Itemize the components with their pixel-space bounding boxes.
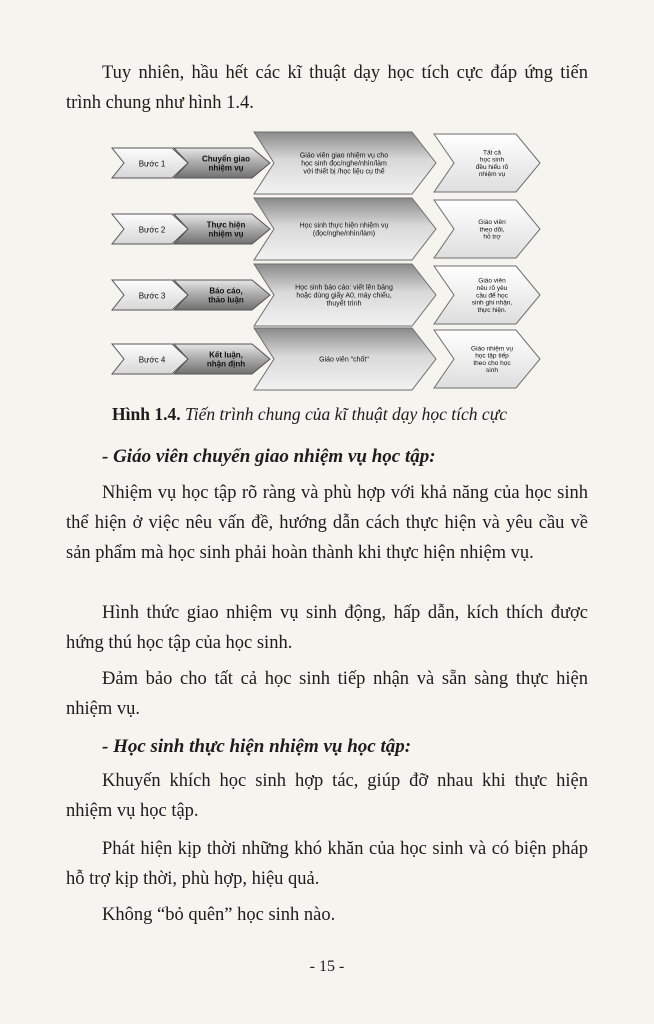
- figure-caption-text: Tiến trình chung của kĩ thuật dạy học tích cực: [180, 404, 508, 424]
- section1-paragraph-2: Hình thức giao nhiệm vụ sinh động, hấp dẫn, kích thích được hứng thú học tập của học sinh.: [66, 603, 588, 653]
- outcome-text-line: theo dõi,: [479, 226, 505, 234]
- outcome-text-line: học sinh: [479, 156, 505, 164]
- outcome-text-line: thực hiện.: [477, 306, 507, 314]
- section2-paragraph-3: Không “bỏ quên” học sinh nào.: [102, 905, 336, 925]
- intro-paragraph: Tuy nhiên, hầu hết các kĩ thuật dạy học tích cực đáp ứng tiến trình chung như hình 1.4.: [66, 63, 588, 113]
- outcome-text-line: sinh: [486, 367, 498, 375]
- phase-label-line: Chuyển giao: [201, 154, 251, 164]
- activity-text-line: với thiết bị /học liệu cụ thể: [303, 168, 385, 176]
- process-row: [112, 132, 540, 194]
- page-number: - 15 -: [309, 958, 345, 975]
- outcome-text-line: theo cho học: [473, 359, 511, 367]
- activity-text-line: Học sinh thực hiện nhiệm vụ: [299, 222, 389, 230]
- phase-label-line: nhiệm vụ: [208, 229, 244, 239]
- outcome-text-line: nhiệm vụ: [478, 171, 506, 179]
- phase-label: [207, 220, 246, 238]
- process-diagram: [108, 122, 548, 398]
- figure-caption-label: Hình 1.4.: [112, 404, 181, 424]
- outcome-text-line: Giáo viên: [478, 218, 506, 226]
- section-heading-teacher: - Giáo viên chuyển giao nhiệm vụ học tập:: [102, 446, 436, 467]
- activity-text-line: thuyết trình: [326, 300, 362, 308]
- activity-text-line: Giáo viên giao nhiệm vụ cho: [299, 152, 389, 160]
- phase-label-line: Thực hiện: [206, 220, 246, 230]
- activity-text-line: hoặc dùng giấy A0, máy chiếu,: [296, 292, 392, 300]
- outcome-text-line: đều hiểu rõ: [475, 163, 509, 171]
- process-row: [112, 198, 540, 260]
- outcome-text-line: Giáo viên: [478, 277, 506, 285]
- section1-paragraph-3: Đảm bảo cho tất cả học sinh tiếp nhận và sẵn sàng thực hiện nhiệm vụ.: [66, 669, 588, 719]
- outcome-text-line: học tập tiếp: [475, 352, 509, 360]
- phase-label-line: Kết luận,: [209, 350, 243, 360]
- outcome-text-line: Tất cả: [482, 149, 502, 157]
- phase-label-line: thảo luận: [208, 295, 244, 305]
- step-label: Bước 2: [138, 225, 166, 235]
- section-heading-student: - Học sinh thực hiện nhiệm vụ học tập:: [102, 736, 412, 757]
- step-label: Bước 4: [138, 355, 166, 365]
- outcome-text-line: sinh ghi nhận,: [471, 299, 513, 307]
- outcome-text-line: cầu để học: [476, 292, 508, 300]
- phase-label-line: nhận định: [206, 359, 246, 369]
- step-label: Bước 1: [138, 159, 166, 169]
- section1-paragraph-1: Nhiệm vụ học tập rõ ràng và phù hợp với khả năng của học sinh thể hiện ở việc nêu vấn đề, hướng dẫn cách thực hiện và yêu cầu về sản phẩm mà học sinh phải hoàn thành khi thực hiện nhiệm vụ.: [66, 483, 588, 563]
- outcome-text-line: nêu rõ yêu: [476, 284, 508, 292]
- phase-label: [207, 350, 245, 368]
- outcome-text-line: hỗ trợ: [483, 233, 501, 241]
- activity-text-line: Học sinh báo cáo: viết lên bảng: [295, 284, 393, 292]
- phase-label-line: nhiệm vụ: [208, 163, 244, 173]
- phase-label: [208, 286, 244, 304]
- activity-text-line: Giáo viên "chốt": [319, 356, 369, 364]
- section2-paragraph-1: Khuyến khích học sinh hợp tác, giúp đỡ nhau khi thực hiện nhiệm vụ học tập.: [66, 771, 588, 821]
- phase-label-line: Báo cáo,: [209, 286, 243, 296]
- activity-text: [319, 354, 369, 363]
- step-label: Bước 3: [138, 291, 166, 301]
- process-row: [112, 328, 540, 390]
- activity-text-line: học sinh đọc/nghe/nhìn/làm: [301, 160, 387, 168]
- process-row: [112, 264, 540, 326]
- activity-text: [300, 153, 388, 176]
- outcome-text-line: Giáo nhiệm vụ: [471, 345, 513, 353]
- figure-caption: [112, 402, 507, 426]
- section2-paragraph-2: Phát hiện kịp thời những khó khăn của học sinh và có biện pháp hỗ trợ kịp thời, phù hợp, hiệu quả.: [66, 839, 588, 889]
- activity-text-line: (đọc/nghe/nhìn/làm): [312, 230, 376, 238]
- phase-label: [202, 154, 250, 172]
